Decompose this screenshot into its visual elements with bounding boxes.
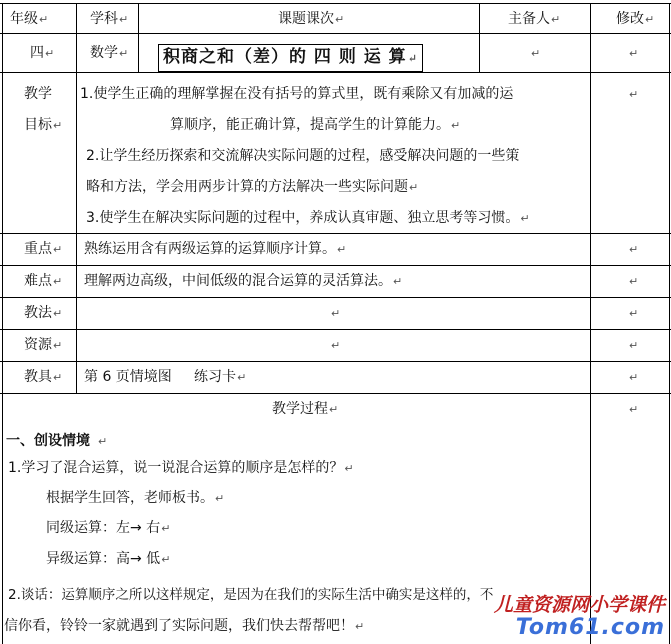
difficulty-label: 难点↵ bbox=[24, 273, 63, 289]
subject-value: 数学↵ bbox=[90, 45, 129, 61]
col-divider bbox=[138, 3, 139, 72]
row-divider bbox=[0, 393, 671, 394]
goals-label: 教学 bbox=[24, 86, 52, 102]
col-divider bbox=[76, 3, 77, 393]
goals-label: 目标↵ bbox=[24, 117, 63, 133]
process-heading: 教学过程↵ bbox=[272, 401, 339, 417]
header-subject: 学科↵ bbox=[90, 11, 129, 27]
row-divider bbox=[0, 361, 671, 362]
row-divider bbox=[0, 265, 671, 266]
tools-text: 第 6 页情境图 练习卡↵ bbox=[84, 369, 247, 385]
process-line: 异级运算：高→ 低↵ bbox=[46, 551, 171, 567]
table-border-top bbox=[0, 3, 671, 4]
table-border-right bbox=[669, 3, 670, 644]
process-line: 1.学习了混合运算，说一说混合运算的顺序是怎样的？↵ bbox=[8, 460, 354, 476]
grade-value: 四↵ bbox=[30, 45, 55, 61]
col-divider bbox=[590, 3, 591, 644]
key-point-label: 重点↵ bbox=[24, 241, 63, 257]
header-preparer: 主备人↵ bbox=[508, 11, 561, 27]
process-line: 2.谈话：运算顺序之所以这样规定，是因为在我们的实际生活中确实是这样的，不 bbox=[8, 587, 494, 603]
watermark-domain: Tom61.com bbox=[515, 615, 665, 640]
goal-line: 1.使学生正确的理解掌握在没有括号的算式里，既有乘除又有加减的运 bbox=[80, 86, 514, 102]
goal-line: 略和方法，学会用两步计算的方法解决一些实际问题↵ bbox=[86, 179, 419, 195]
header-grade: 年级↵ bbox=[10, 11, 49, 27]
goal-line: 2.让学生经历探索和交流解决实际问题的过程，感受解决问题的一些策 bbox=[86, 148, 520, 164]
revision-value: ↵ bbox=[629, 47, 639, 60]
method-value: ↵ bbox=[331, 307, 341, 320]
revision-cell-mark: ↵ bbox=[629, 371, 639, 384]
row-divider bbox=[0, 233, 671, 234]
preparer-value: ↵ bbox=[531, 47, 541, 60]
section-heading: 一、创设情境 ↵ bbox=[6, 433, 108, 449]
col-divider bbox=[479, 3, 480, 72]
revision-cell-mark: ↵ bbox=[629, 307, 639, 320]
resources-value: ↵ bbox=[331, 339, 341, 352]
revision-cell-mark: ↵ bbox=[629, 403, 639, 416]
row-divider bbox=[0, 33, 671, 34]
revision-cell-mark: ↵ bbox=[629, 339, 639, 352]
goal-line: 3.使学生在解决实际问题的过程中，养成认真审题、独立思考等习惯。↵ bbox=[86, 210, 530, 226]
revision-cell-mark: ↵ bbox=[629, 88, 639, 101]
watermark-logo bbox=[494, 594, 665, 640]
table-border-left bbox=[2, 3, 3, 644]
row-divider bbox=[0, 297, 671, 298]
process-line: 根据学生回答，老师板书。↵ bbox=[46, 490, 225, 506]
goal-line: 算顺序，能正确计算，提高学生的计算能力。↵ bbox=[170, 117, 461, 133]
difficulty-text: 理解两边高级，中间低级的混合运算的灵活算法。↵ bbox=[84, 273, 403, 289]
row-divider bbox=[0, 72, 671, 73]
tools-label: 教具↵ bbox=[24, 369, 63, 385]
revision-cell-mark: ↵ bbox=[629, 275, 639, 288]
row-divider bbox=[0, 329, 671, 330]
watermark-cn: 儿童资源网小学课件 bbox=[493, 594, 665, 616]
process-line: 信你看，铃铃一家就遇到了实际问题，我们快去帮帮吧！↵ bbox=[4, 618, 365, 634]
resources-label: 资源↵ bbox=[24, 337, 63, 353]
lesson-title: 积商之和（差）的 四 则 运 算↵ bbox=[158, 44, 423, 72]
key-point-text: 熟练运用含有两级运算的运算顺序计算。↵ bbox=[84, 241, 347, 257]
method-label: 教法↵ bbox=[24, 305, 63, 321]
revision-cell-mark: ↵ bbox=[629, 243, 639, 256]
process-line: 同级运算：左→ 右↵ bbox=[46, 520, 171, 536]
header-revision: 修改↵ bbox=[616, 11, 655, 27]
header-topic: 课题课次↵ bbox=[278, 11, 345, 27]
